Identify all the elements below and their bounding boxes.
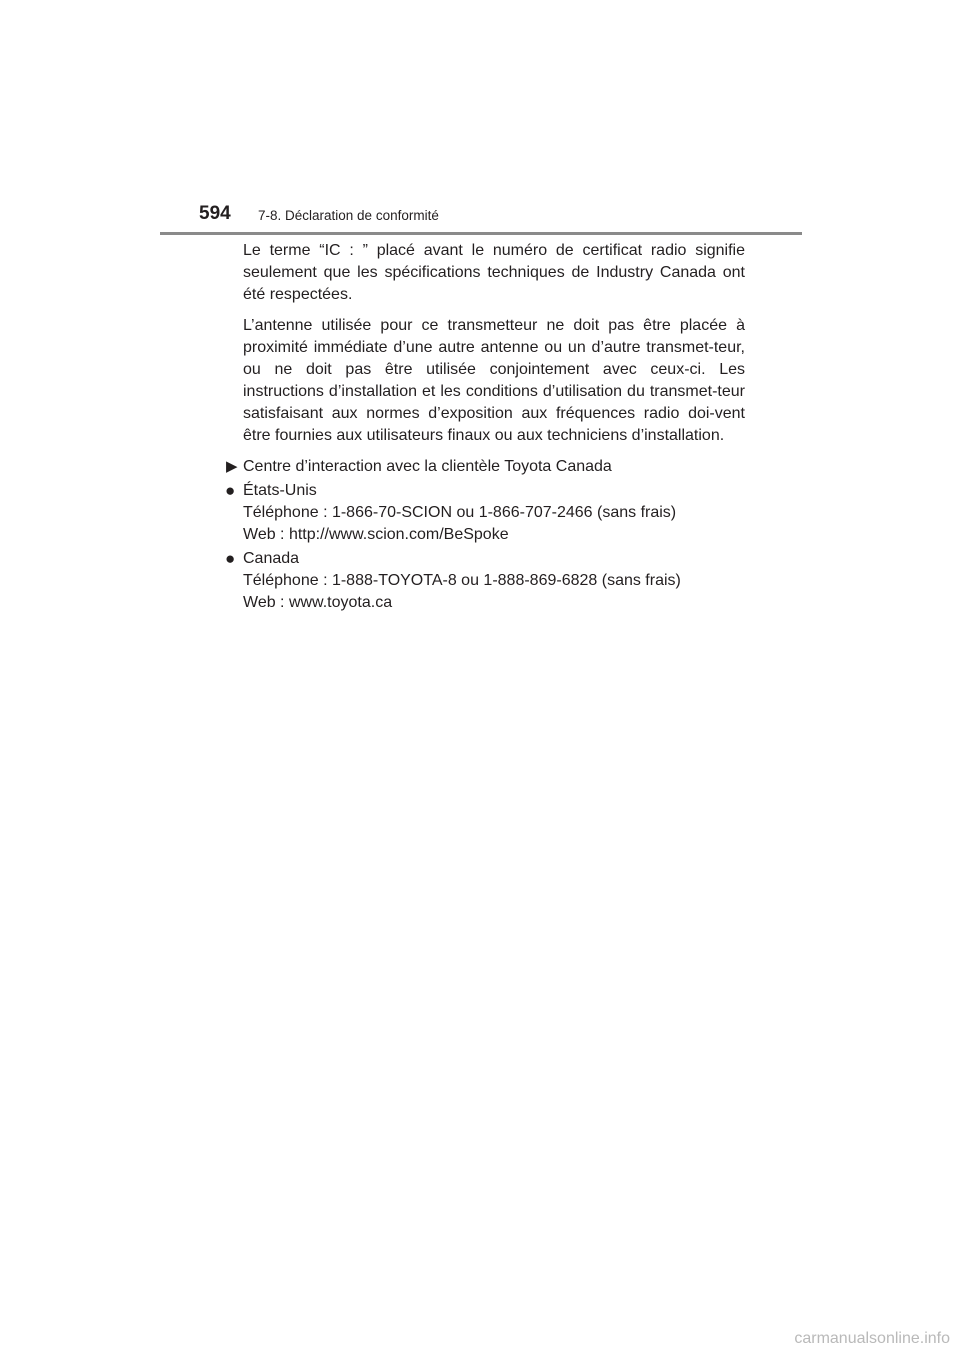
list-item-canada bbox=[225, 548, 745, 614]
page-number: 594 bbox=[199, 203, 231, 224]
subheading-text: Centre d’interaction avec la clientèle Toyota Canada bbox=[243, 458, 612, 475]
us-web: Web : http://www.scion.com/BeSpoke bbox=[243, 526, 509, 543]
canada-web: Web : www.toyota.ca bbox=[243, 594, 393, 611]
header-divider bbox=[160, 232, 802, 235]
list-item-us bbox=[225, 480, 745, 546]
filled-circle-icon: ● bbox=[225, 549, 236, 568]
watermark: carmanualsonline.info bbox=[794, 1330, 950, 1347]
filled-circle-icon: ● bbox=[225, 481, 236, 500]
canada-name: Canada bbox=[243, 550, 300, 567]
paragraph-antenna: L’antenne utilisée pour ce transmetteur ne doit pas être placée à proximité immédiate d’une autre antenne ou un d’autre transmet-teur, ou ne doit pas être utilisée conjointement avec ceux-ci. Les instructions d’installation et les conditions d’utilisation du transmet-teur satisfaisant aux normes d’exposition aux fréquences radio doi-vent être fournies aux utilisateurs finaux ou aux techniciens d’installation. bbox=[243, 317, 745, 444]
us-name: États-Unis bbox=[243, 482, 317, 499]
canada-phone: Téléphone : 1-888-TOYOTA-8 ou 1-888-869-6828 (sans frais) bbox=[243, 572, 681, 589]
paragraph-ic-term: Le terme “IC : ” placé avant le numéro de certificat radio signifie seulement que les spécifications techniques de Industry Canada ont été respectées. bbox=[243, 242, 745, 303]
section-title: 7-8. Déclaration de conformité bbox=[258, 208, 439, 223]
triangle-right-icon: ▶ bbox=[226, 458, 238, 475]
page-content bbox=[225, 240, 745, 616]
subheading-customer-centre bbox=[226, 456, 745, 478]
us-phone: Téléphone : 1-866-70-SCION ou 1-866-707-2466 (sans frais) bbox=[243, 504, 677, 521]
